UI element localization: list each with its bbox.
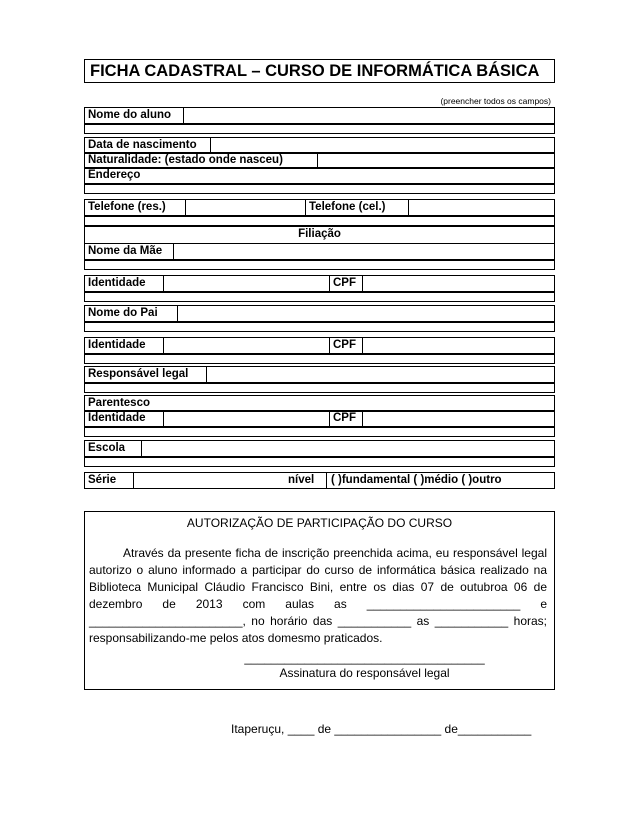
- spacer-row: [84, 124, 555, 134]
- mother-id-row: [84, 275, 555, 292]
- level-label: nível: [288, 474, 315, 486]
- student-name-input[interactable]: [183, 108, 554, 123]
- form-title: FICHA CADASTRAL – CURSO DE INFORMÁTICA BÁSICA: [84, 59, 555, 83]
- birthplace-input[interactable]: [317, 153, 437, 168]
- birthdate-input[interactable]: [210, 138, 310, 153]
- school-row: [84, 440, 555, 457]
- mother-id-input[interactable]: [163, 276, 329, 291]
- guardian-id-row: [84, 410, 555, 427]
- filiation-heading: Filiação: [298, 228, 341, 240]
- grade-row: [84, 472, 555, 489]
- spacer-row: [84, 260, 555, 270]
- authorization-title: AUTORIZAÇÃO DE PARTICIPAÇÃO DO CURSO: [186, 516, 453, 530]
- spacer-row: [84, 292, 555, 302]
- father-cpf-label: CPF: [329, 338, 356, 353]
- signature-label: Assinatura do responsável legal: [279, 666, 450, 680]
- guardian-cpf-label: CPF: [329, 411, 356, 426]
- father-id-row: [84, 337, 555, 354]
- spacer-row: [84, 427, 555, 437]
- address-input-row[interactable]: [84, 184, 555, 194]
- spacer-row: [84, 457, 555, 467]
- father-name-row: [84, 305, 555, 322]
- guardian-id-label: Identidade: [88, 412, 146, 424]
- phone-row: [84, 199, 555, 216]
- spacer-row: [84, 383, 555, 393]
- father-name-input[interactable]: [177, 306, 554, 321]
- level-options[interactable]: ( )fundamental ( )médio ( )outro: [326, 473, 554, 488]
- fill-all-fields-note: (preencher todos os campos): [440, 96, 551, 106]
- guardian-label: Responsável legal: [88, 368, 189, 380]
- mother-id-label: Identidade: [88, 277, 146, 289]
- school-label: Escola: [88, 442, 126, 454]
- address-label: Endereço: [88, 169, 141, 181]
- address-row: [84, 167, 555, 184]
- student-name-label: Nome do aluno: [88, 109, 172, 121]
- mother-name-row: [84, 243, 555, 260]
- father-name-label: Nome do Pai: [88, 307, 158, 319]
- phone-res-label: Telefone (res.): [88, 201, 166, 213]
- grade-input[interactable]: [133, 473, 283, 488]
- phone-res-input[interactable]: [185, 200, 305, 215]
- place-date-line: Itaperuçu, ____ de ________________ de___________: [231, 722, 532, 736]
- mother-cpf-input[interactable]: [362, 276, 554, 291]
- filiation-header-row: [84, 226, 555, 243]
- school-input[interactable]: [141, 441, 554, 456]
- birthdate-label: Data de nascimento: [88, 139, 197, 151]
- signature-line[interactable]: ____________________________________: [244, 651, 485, 665]
- phone-cel-label: Telefone (cel.): [305, 200, 385, 215]
- father-cpf-input[interactable]: [362, 338, 554, 353]
- father-id-input[interactable]: [163, 338, 329, 353]
- guardian-cpf-input[interactable]: [362, 411, 554, 426]
- birthplace-label: Naturalidade: (estado onde nasceu): [88, 154, 283, 166]
- spacer-row: [84, 354, 555, 364]
- authorization-text: Através da presente ficha de inscrição preenchida acima, eu responsável legal autorizo o aluno informado a participar do curso de informática básica realizado na Biblioteca Municipal Cláudio Francisco Bini, entre os dias 07 de outubroa 06 de dezembro de 2013 com aulas as _______________________ e _______________________, no horário das ___________ as ___________ horas; responsabilizando-me pelos atos domesmo praticados.: [89, 546, 547, 645]
- kinship-label: Parentesco: [88, 397, 151, 409]
- mother-cpf-label: CPF: [329, 276, 356, 291]
- student-name-row: [84, 107, 555, 124]
- mother-name-input[interactable]: [173, 244, 554, 259]
- grade-label: Série: [88, 474, 117, 486]
- guardian-row: [84, 366, 555, 383]
- guardian-input[interactable]: [206, 367, 554, 382]
- phone-cel-input[interactable]: [408, 200, 508, 215]
- father-id-label: Identidade: [88, 339, 146, 351]
- mother-name-label: Nome da Mãe: [88, 245, 163, 257]
- spacer-row: [84, 216, 555, 226]
- spacer-row: [84, 322, 555, 332]
- guardian-id-input[interactable]: [163, 411, 329, 426]
